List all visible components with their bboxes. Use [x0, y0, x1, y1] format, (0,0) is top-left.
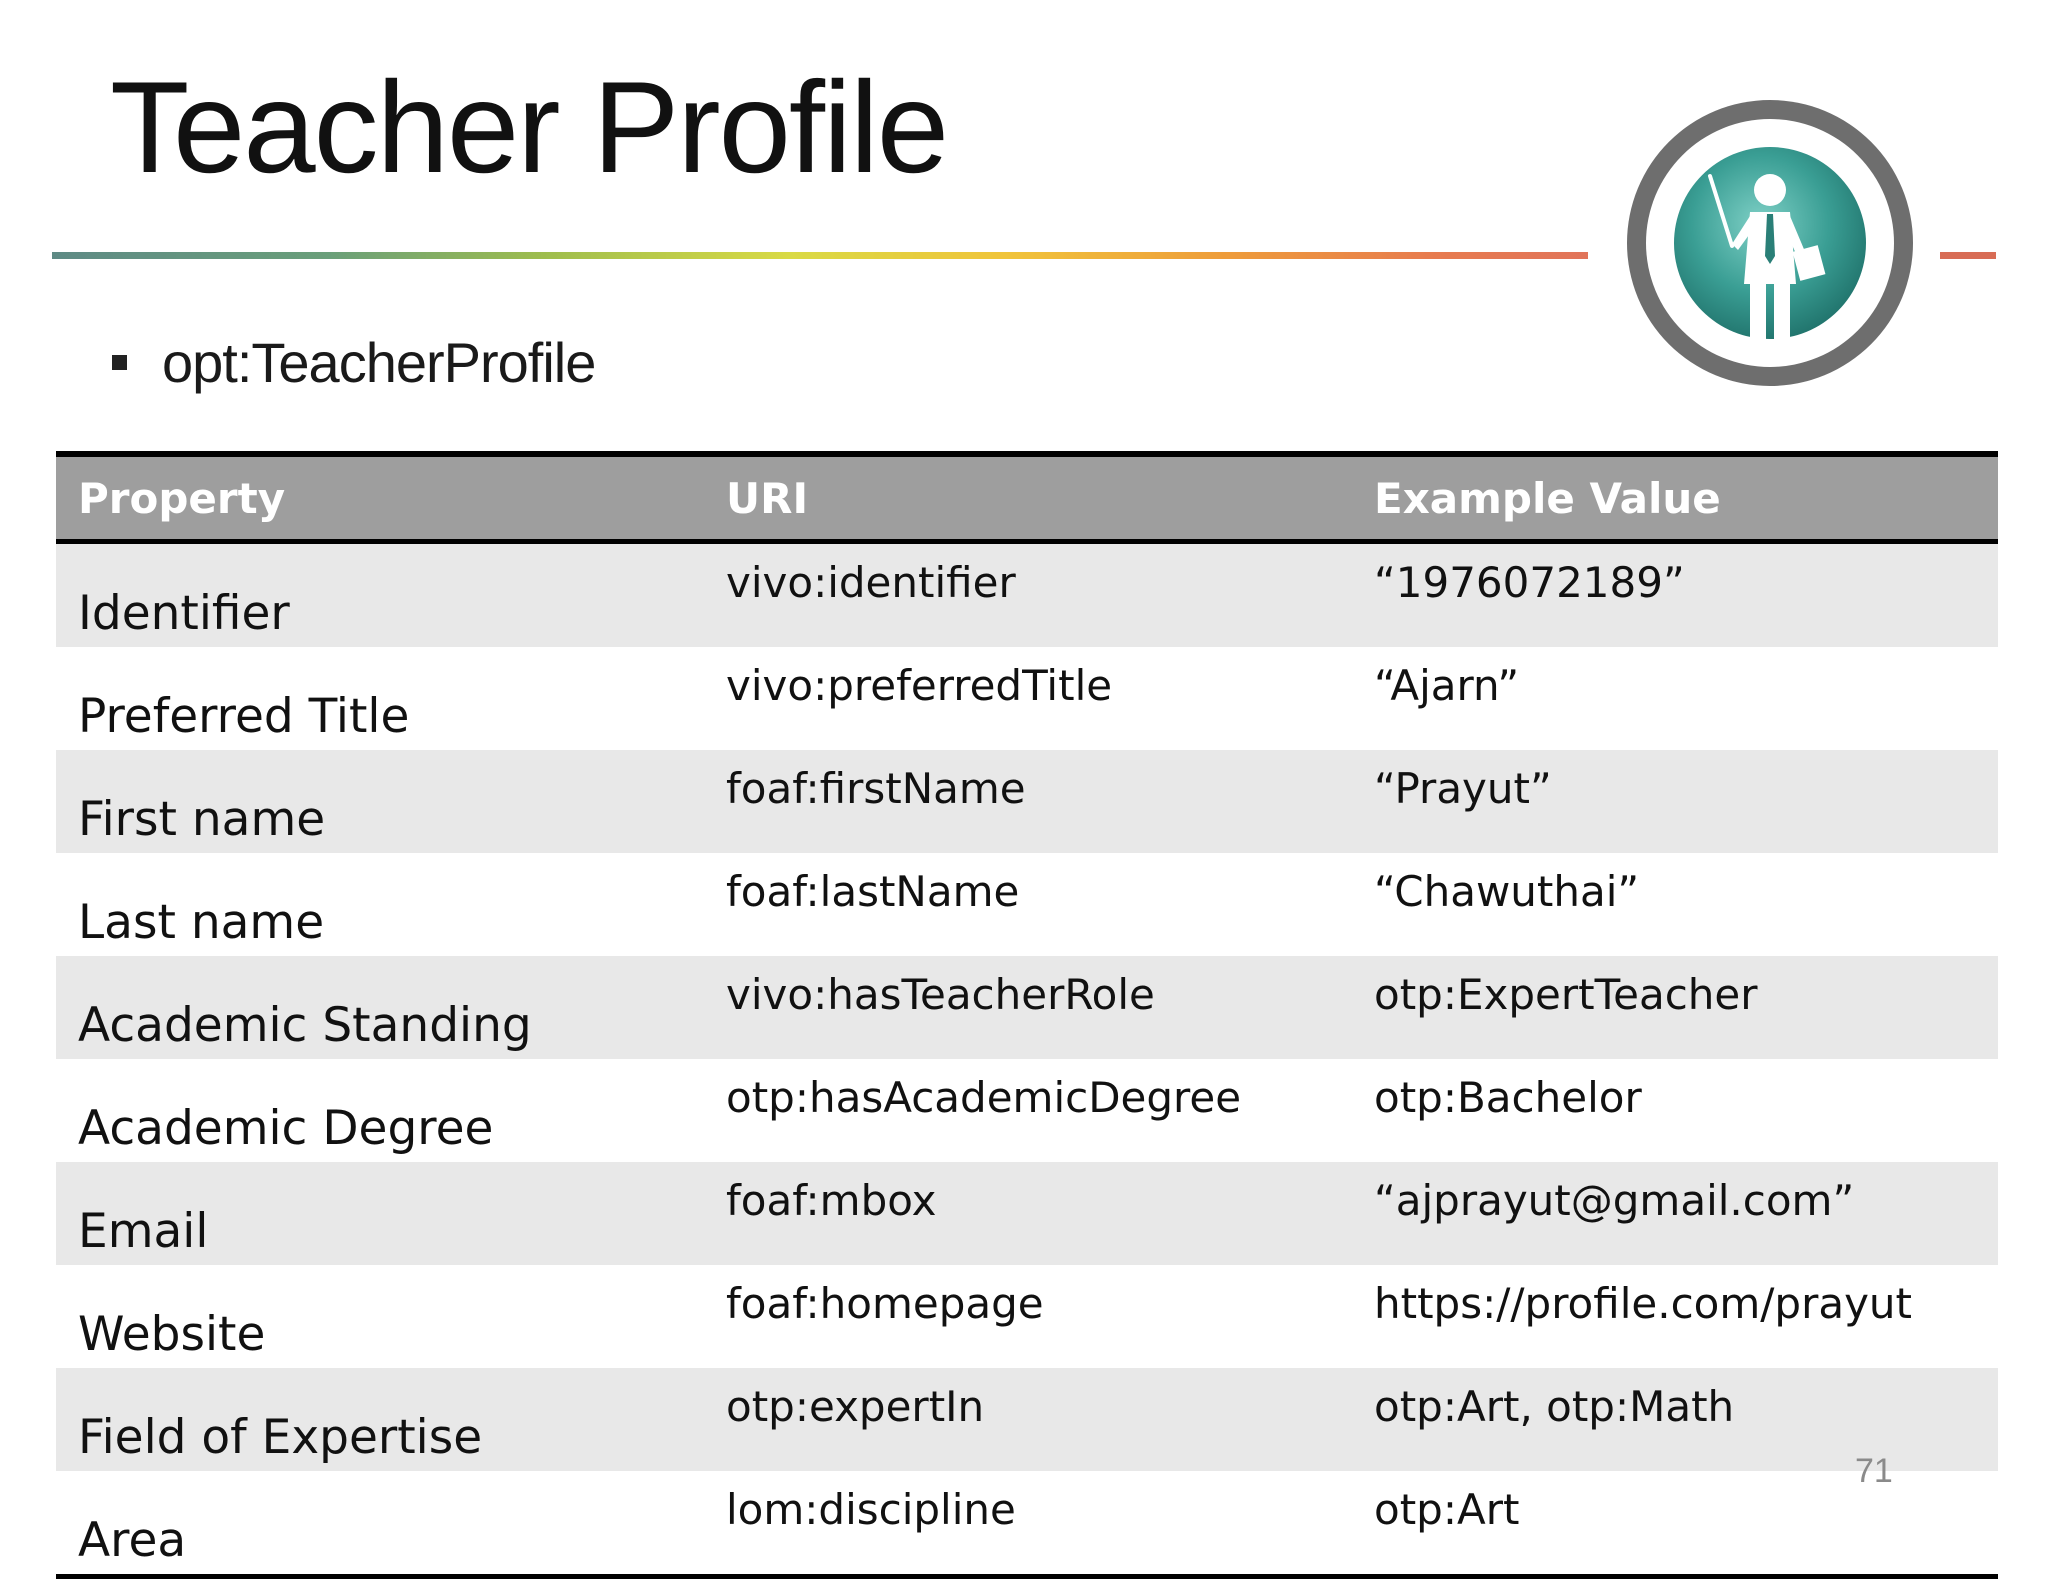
cell-uri: foaf:homepage	[704, 1265, 1352, 1368]
cell-property: Academic Standing	[56, 956, 704, 1059]
table-header	[56, 454, 1998, 542]
cell-example-value: otp:Art	[1352, 1471, 1998, 1577]
cell-example-value: “1976072189”	[1352, 542, 1998, 648]
table-row	[56, 1059, 1998, 1162]
cell-example-value: “Ajarn”	[1352, 647, 1998, 750]
table-row	[56, 647, 1998, 750]
cell-uri: vivo:hasTeacherRole	[704, 956, 1352, 1059]
bullet-marker	[112, 355, 127, 370]
cell-uri: vivo:preferredTitle	[704, 647, 1352, 750]
cell-property: Email	[56, 1162, 704, 1265]
cell-property: Preferred Title	[56, 647, 704, 750]
cell-example-value: “Prayut”	[1352, 750, 1998, 853]
cell-property: Academic Degree	[56, 1059, 704, 1162]
table-row	[56, 1265, 1998, 1368]
table-row	[56, 542, 1998, 648]
title-divider	[52, 252, 1588, 259]
cell-uri: foaf:mbox	[704, 1162, 1352, 1265]
cell-property: Area	[56, 1471, 704, 1577]
cell-property: Field of Expertise	[56, 1368, 704, 1471]
cell-uri: otp:expertIn	[704, 1368, 1352, 1471]
table-row	[56, 1368, 1998, 1471]
cell-property: Identifier	[56, 542, 704, 648]
header-uri: URI	[704, 454, 1352, 542]
cell-property: Website	[56, 1265, 704, 1368]
header-property: Property	[56, 454, 704, 542]
table-body	[56, 542, 1998, 1577]
cell-example-value: “ajprayut@gmail.com”	[1352, 1162, 1998, 1265]
cell-example-value: otp:Art, otp:Math	[1352, 1368, 1998, 1471]
cell-uri: foaf:firstName	[704, 750, 1352, 853]
table-row	[56, 750, 1998, 853]
teacher-pointer-icon	[1600, 86, 1940, 406]
property-table	[56, 451, 1998, 1579]
page-number: 71	[1855, 1452, 1893, 1490]
cell-example-value: otp:ExpertTeacher	[1352, 956, 1998, 1059]
table-row	[56, 1162, 1998, 1265]
bullet-item	[112, 330, 595, 395]
cell-property: Last name	[56, 853, 704, 956]
cell-uri: foaf:lastName	[704, 853, 1352, 956]
table-header-row	[56, 454, 1998, 542]
cell-uri: vivo:identifier	[704, 542, 1352, 648]
cell-property: First name	[56, 750, 704, 853]
cell-example-value: “Chawuthai”	[1352, 853, 1998, 956]
bullet-text: opt:TeacherProfile	[162, 331, 596, 394]
cell-example-value: https://profile.com/prayut	[1352, 1265, 1998, 1368]
title-divider-tail	[1940, 252, 1996, 259]
header-example-value: Example Value	[1352, 454, 1998, 542]
table-row	[56, 853, 1998, 956]
cell-example-value: otp:Bachelor	[1352, 1059, 1998, 1162]
teacher-badge	[1600, 86, 1940, 406]
cell-uri: otp:hasAcademicDegree	[704, 1059, 1352, 1162]
slide-title: Teacher Profile	[110, 54, 948, 200]
table-row	[56, 1471, 1998, 1577]
cell-uri: lom:discipline	[704, 1471, 1352, 1577]
table-row	[56, 956, 1998, 1059]
